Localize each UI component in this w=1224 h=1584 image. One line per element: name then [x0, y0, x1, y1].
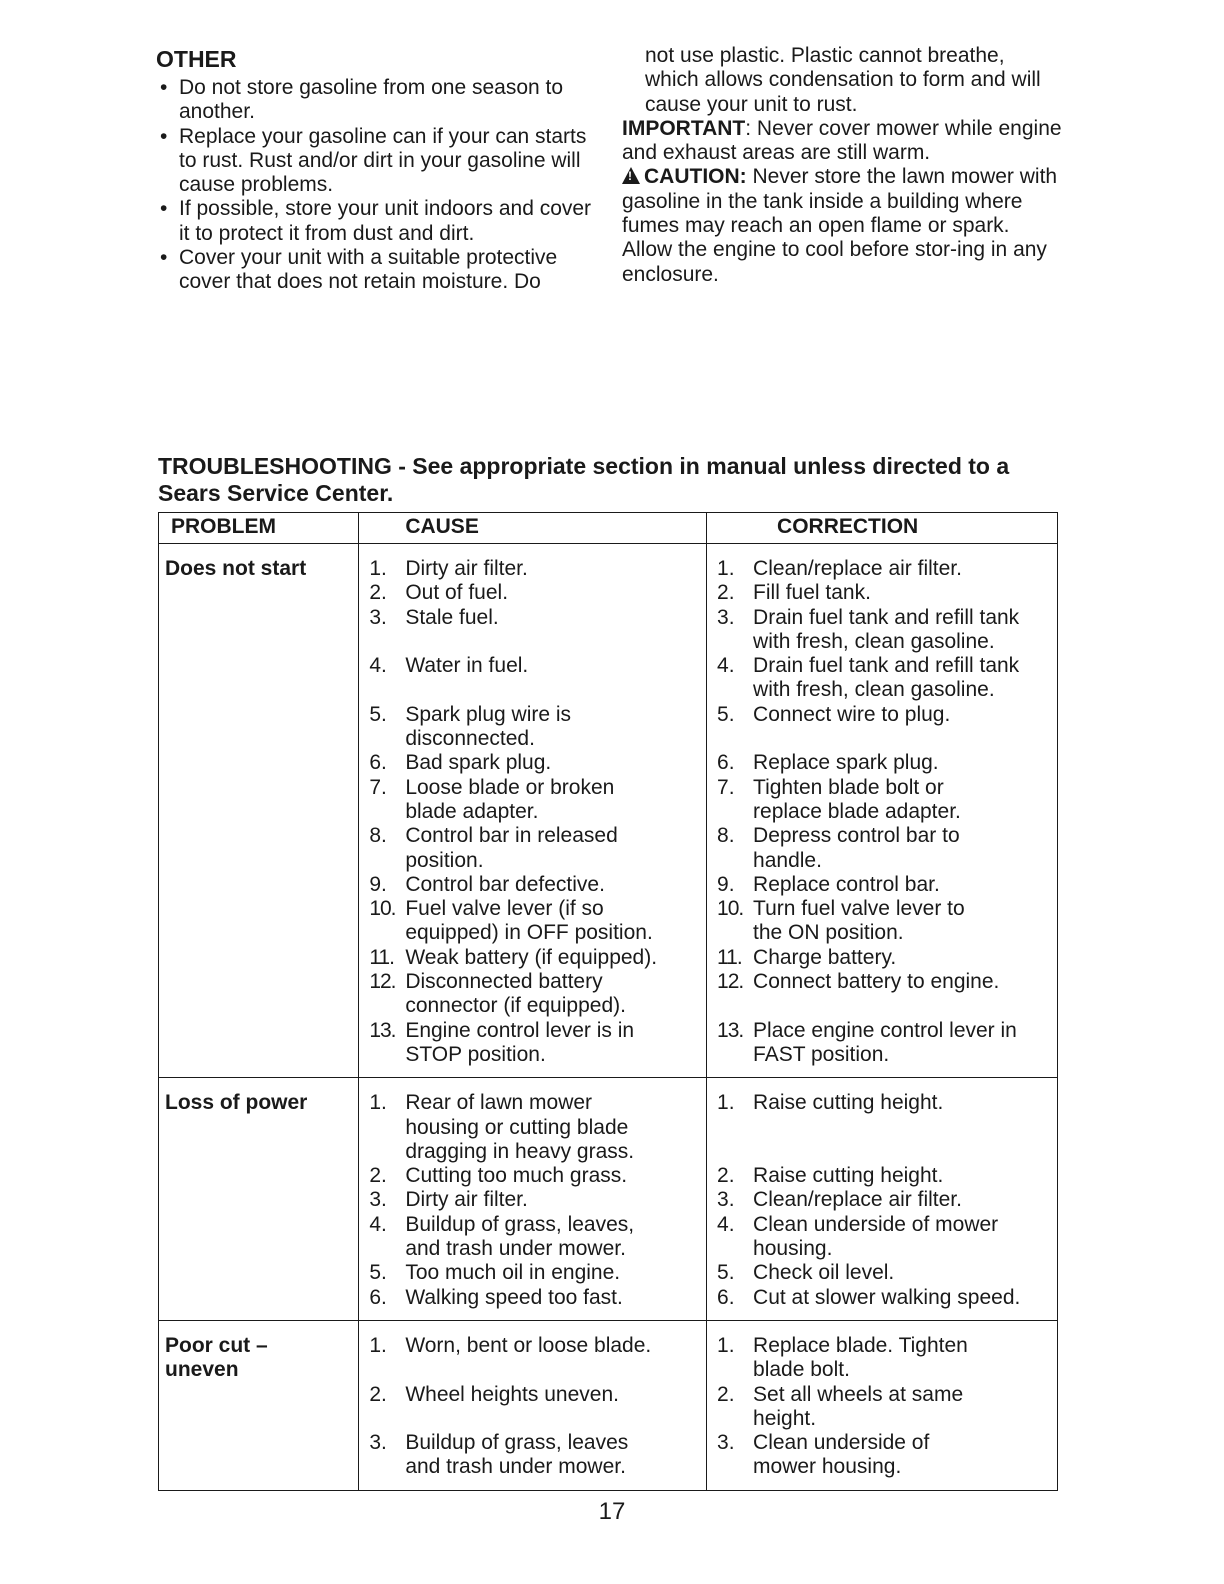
correction-item: 3. Clean underside of mower housing. — [717, 1431, 930, 1479]
problem-cell: Loss of power — [159, 1078, 359, 1321]
correction-item: 8. Depress control bar to handle. — [717, 824, 960, 872]
correction-item: 4. Drain fuel tank and refill tank with fresh, clean gasoline. — [717, 654, 1020, 702]
correction-cell — [707, 1078, 1058, 1321]
caution-text: Never store the lawn mower with gasoline in the tank inside a building where fumes may reach an open flame or spark. Allow the engine to cool before stor-ing in any enclosure. — [622, 165, 1058, 286]
cause-item: 1. Rear of lawn mower housing or cutting blade dragging in heavy grass. — [369, 1091, 635, 1163]
bullet-continuation: not use plastic. Plastic cannot breathe, which allows condensation to form and will cause your unit to rust. — [645, 44, 1041, 116]
other-bullet-list — [156, 76, 596, 295]
correction-item: 2. Fill fuel tank. — [717, 581, 871, 605]
correction-item: 3. Clean/replace air filter. — [717, 1188, 962, 1212]
correction-item: 1. Clean/replace air filter. — [717, 557, 962, 580]
correction-item: 1. Raise cutting height. — [717, 1091, 944, 1115]
important-note — [622, 117, 1062, 166]
bullet-icon: • — [160, 197, 168, 221]
important-text: : Never cover mower while engine and exhaust areas are still warm. — [622, 116, 1062, 165]
cause-cell — [359, 544, 707, 1078]
cause-cell — [359, 1078, 707, 1321]
correction-item: 12. Connect battery to engine. — [717, 970, 1000, 994]
cause-item: 3. Buildup of grass, leaves and trash under mower. — [369, 1431, 629, 1479]
bullet-text: Replace your gasoline can if your can starts to rust. Rust and/or dirt in your gasoline will cause problems. — [179, 124, 587, 197]
correction-cell — [707, 544, 1058, 1078]
cause-cell — [359, 1320, 707, 1490]
correction-item: 1. Replace blade. Tighten blade bolt. — [717, 1333, 968, 1382]
bullet-icon: • — [160, 124, 168, 148]
bullet-text: Cover your unit with a suitable protective cover that does not retain moisture. Do — [179, 246, 558, 294]
cause-item: 4. Buildup of grass, leaves, and trash under mower. — [369, 1212, 635, 1261]
cause-item: 10. Fuel valve lever (if so equipped) in OFF position. — [369, 897, 653, 945]
list-item — [156, 76, 596, 125]
troubleshooting-table — [158, 512, 1058, 1491]
bullet-icon: • — [160, 246, 168, 270]
header-cause: CAUSE — [359, 513, 707, 544]
correction-item: 6. Cut at slower walking speed. — [717, 1285, 1021, 1309]
other-heading: OTHER — [156, 46, 237, 72]
cause-item: 3. Stale fuel. — [369, 605, 499, 629]
other-section — [156, 44, 596, 295]
correction-item: 11. Charge battery. — [717, 945, 897, 969]
table-row — [159, 544, 1058, 1078]
cause-item: 5. Spark plug wire is disconnected. — [369, 702, 572, 751]
cause-item: 2. Wheel heights uneven. — [369, 1382, 619, 1406]
correction-item: 13. Place engine control lever in FAST position. — [717, 1018, 1017, 1066]
troubleshooting-title: TROUBLESHOOTING - See appropriate section in manual unless directed to a Sears Service Center. — [158, 453, 1010, 506]
table-row — [159, 1078, 1058, 1321]
bullet-text: If possible, store your unit indoors and cover it to protect it from dust and dirt. — [179, 197, 592, 245]
important-label: IMPORTANT — [622, 116, 746, 140]
correction-item: 2. Raise cutting height. — [717, 1164, 944, 1188]
correction-item: 10. Turn fuel valve lever to the ON position. — [717, 897, 965, 945]
correction-item: 4. Clean underside of mower housing. — [717, 1212, 999, 1261]
correction-item: 5. Connect wire to plug. — [717, 702, 951, 726]
caution-label: CAUTION: — [644, 165, 747, 189]
table-row — [159, 1320, 1058, 1490]
warning-triangle-icon — [622, 167, 640, 184]
cause-item: 2. Out of fuel. — [369, 581, 509, 605]
caution-note — [622, 165, 1062, 286]
bullet-text: Do not store gasoline from one season to another. — [179, 76, 564, 124]
list-item — [156, 246, 596, 295]
cause-item: 9. Control bar defective. — [369, 872, 605, 896]
problem-cell: Poor cut – uneven — [159, 1320, 359, 1490]
correction-item: 7. Tighten blade bolt or replace blade adapter. — [717, 775, 961, 823]
cause-item: 6. Bad spark plug. — [369, 751, 552, 775]
cause-item: 12. Disconnected battery connector (if equipped). — [369, 970, 626, 1018]
cause-item: 3. Dirty air filter. — [369, 1188, 528, 1212]
header-correction: CORRECTION — [707, 513, 1058, 544]
problem-cell: Does not start — [159, 544, 359, 1078]
cause-item: 6. Walking speed too fast. — [369, 1285, 623, 1309]
correction-item: 2. Set all wheels at same height. — [717, 1382, 964, 1430]
cause-item: 11. Weak battery (if equipped). — [369, 945, 658, 969]
cause-item: 2. Cutting too much grass. — [369, 1164, 628, 1188]
correction-cell — [707, 1320, 1058, 1490]
header-problem: PROBLEM — [159, 513, 359, 544]
bullet-icon: • — [160, 76, 168, 99]
cause-item: 8. Control bar in released position. — [369, 824, 618, 872]
table-header-row — [159, 513, 1058, 544]
list-item — [156, 197, 596, 246]
correction-item: 3. Drain fuel tank and refill tank with fresh, clean gasoline. — [717, 605, 1020, 653]
cause-item: 5. Too much oil in engine. — [369, 1261, 621, 1285]
cause-item: 7. Loose blade or broken blade adapter. — [369, 775, 615, 823]
cause-item: 13. Engine control lever is in STOP position. — [369, 1018, 635, 1066]
correction-item: 9. Replace control bar. — [717, 872, 940, 896]
other-section-continued — [622, 44, 1062, 287]
cause-item: 1. Worn, bent or loose blade. — [369, 1333, 652, 1357]
cause-item: 1. Dirty air filter. — [369, 557, 528, 580]
correction-item: 5. Check oil level. — [717, 1261, 895, 1285]
page-number: 17 — [598, 1498, 626, 1525]
list-item — [156, 125, 596, 198]
cause-item: 4. Water in fuel. — [369, 654, 529, 678]
correction-item: 6. Replace spark plug. — [717, 751, 939, 775]
